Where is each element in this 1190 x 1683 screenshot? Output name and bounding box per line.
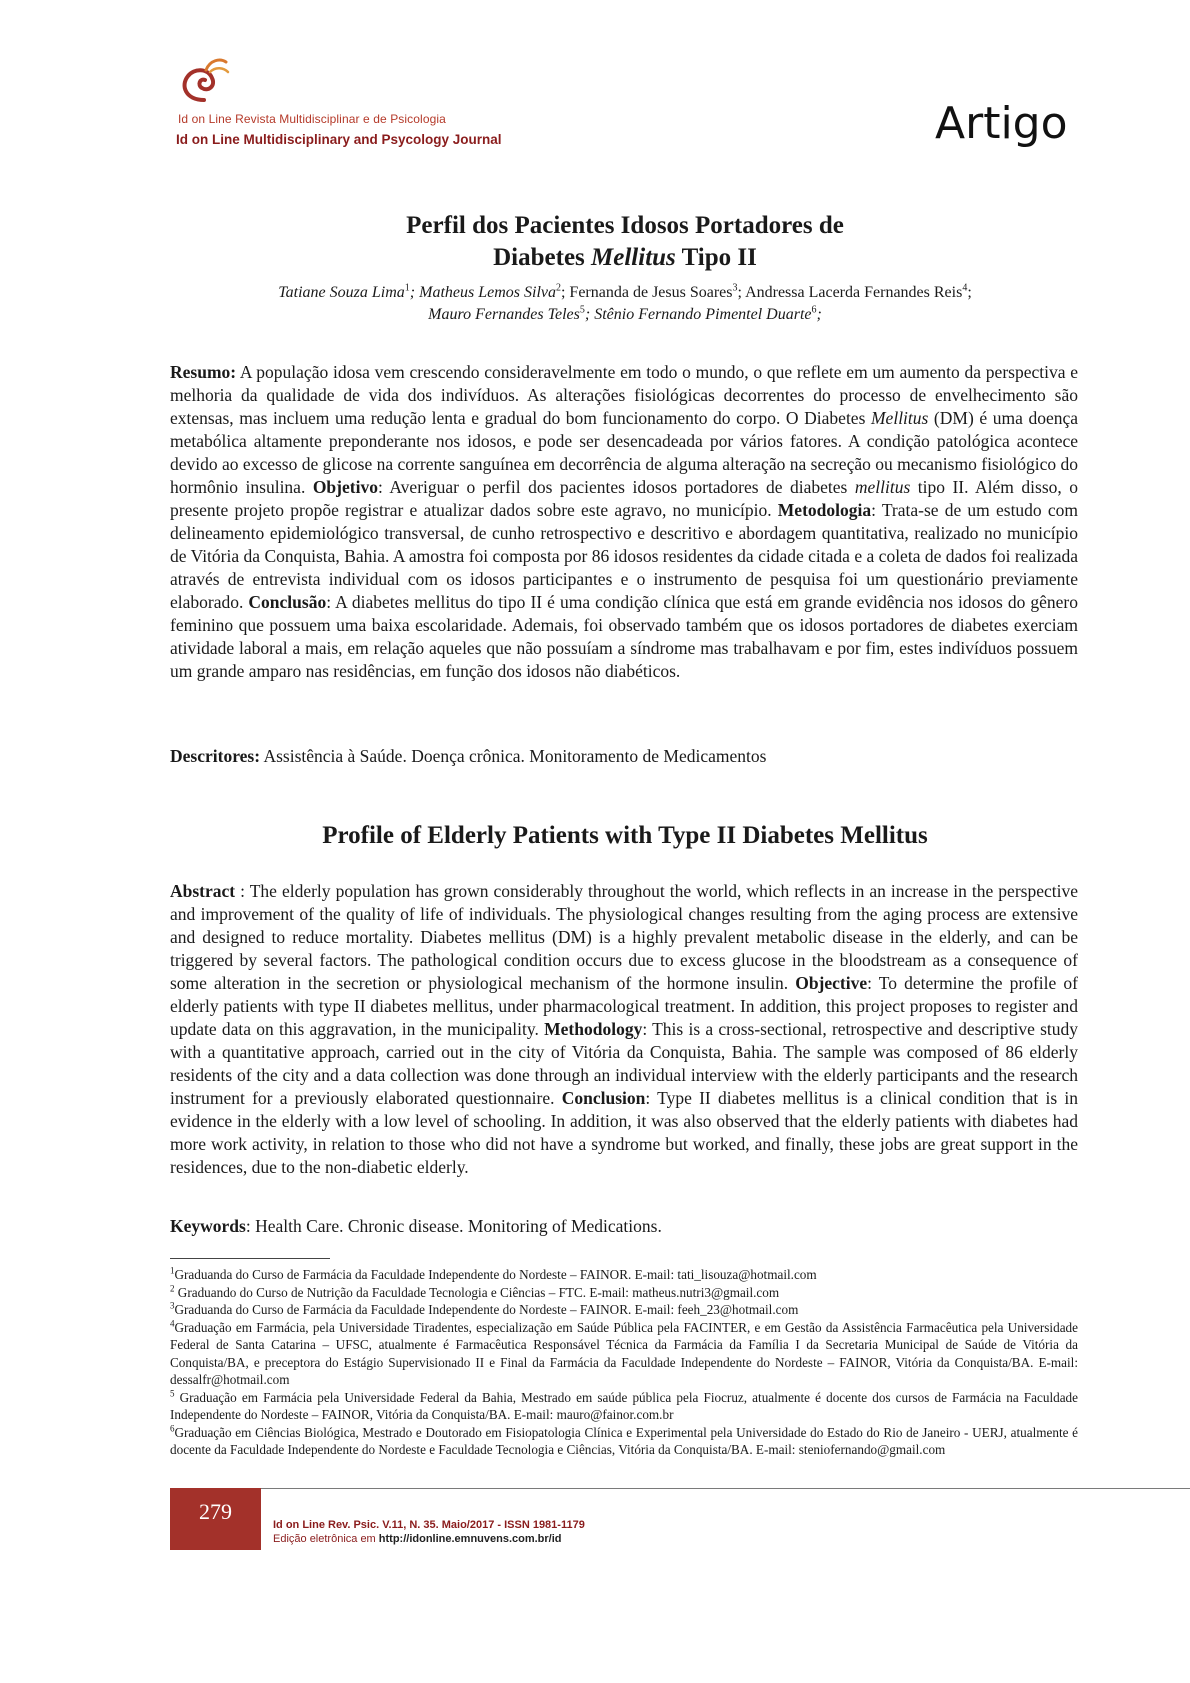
title-pt: Perfil dos Pacientes Idosos Portadores de Diabetes Mellitus Tipo II — [406, 212, 844, 271]
footnote: $^3$Graduanda do Curso de Farmácia da Faculdade Independente do Nordeste – FAINOR. E-mail: feeh_23@hotmail.com — [170, 1300, 799, 1317]
objective-label: Objective — [795, 973, 868, 993]
author-name: ; Stênio Fernando Pimentel Duarte — [584, 306, 812, 323]
footer-divider — [170, 1488, 1190, 1489]
journal-name-en: Id on Line Multidisciplinary and Psycology Journal — [176, 132, 502, 147]
resumo-paragraph: Resumo: A população idosa vem crescendo consideravelmente em todo o mundo, o que reflete em um aumento da perspectiva e melhoria da qualidade de vida dos indivíduos. As alterações fisiológicas decorrentes do processo de envelhecimento são extensas, mas incluem uma redução lenta e gradual do bom funcionamento do corpo. O Diabetes Mellitus (DM) é uma doença metabólica altamente preponderante nos idosos, e pode ser desencadeada por vários fatores. A condição patológica acontece devido ao excesso de glicose na corrente sanguínea em decorrência de alguma alteração na secreção ou mecanismo fisiológico do hormônio insulina. Objetivo: Averiguar o perfil dos pacientes idosos portadores de diabetes mellitus tipo II. Além disso, o presente projeto propõe registrar e atualizar dados sobre este agravo, no município. Metodologia: Trata-se de um estudo com delineamento epidemiológico transversal, de cunho retrospectivo e descritivo e abordagem quantitativa, realizado no município de Vitória da Conquista, Bahia. A amostra foi composta por 86 idosos residentes da cidade citada e a coleta de dados foi realizada através de entrevista individual com os idosos participantes e o instrumento de pesquisa foi um questionário previamente elaborado. Conclusão: A diabetes mellitus do tipo II é uma condição clínica que está em grande evidência nos idosos do gênero feminino que possuem uma baixa escolaridade. Ademais, foi observado também que os idosos portadores de diabetes exerciam atividade laboral a mais, em relação aqueles que não possuíam a síndrome mas trabalhavam e por fim, estes indivíduos possuem um grande amparo nas residências, em função dos idosos não diabéticos. — [170, 362, 1079, 681]
article-type: Artigo — [935, 98, 1068, 149]
abstract-label: Abstract — [170, 881, 236, 901]
descritores-line: Descritores: Assistência à Saúde. Doença crônica. Monitoramento de Medicamentos — [170, 746, 767, 766]
conclusao-label: Conclusão — [248, 592, 327, 612]
resumo-label: Resumo: — [170, 362, 237, 382]
journal-name-pt: Id on Line Revista Multidisciplinar e de Psicologia — [178, 112, 446, 126]
author-name: ; Andressa Lacerda Fernandes Reis — [737, 284, 963, 301]
journal-link[interactable]: http://idonline.emnuvens.com.br/id — [378, 1533, 562, 1545]
methodology-label: Methodology — [544, 1019, 643, 1039]
footnote: $^2$ Graduando do Curso de Nutrição da Faculdade Tecnologia e Ciências – FTC. E-mail: matheus.nutri3@gmail.com — [170, 1283, 780, 1300]
footer-edition: Edição eletrônica em http://idonline.emnuvens.com.br/id — [273, 1533, 562, 1545]
author-name: ; Matheus Lemos Silva — [409, 284, 556, 301]
title-en: Profile of Elderly Patients with Type II Diabetes Mellitus — [322, 822, 928, 849]
abstract-paragraph: Abstract : The elderly population has grown considerably throughout the world, which reflects in an increase in the perspective and improvement of the quality of life of individuals. The physiological changes resulting from the aging process are extensive and designed to reduce mortality. Diabetes mellitus (DM) is a highly prevalent metabolic disease in the elderly, and can be triggered by several factors. The pathological condition occurs due to excess glucose in the bloodstream as a consequence of some alteration in the secretion or physiological mechanism of the hormone insulin. Objective: To determine the profile of elderly patients with type II diabetes mellitus, under pharmacological treatment. In addition, this project proposes to register and update data on this aggravation, in the municipality. Methodology: This is a cross-sectional, retrospective and descriptive study with a quantitative approach, carried out in the city of Vitória da Conquista, Bahia. The sample was composed of 86 elderly residents of the city and a data collection was done through an individual interview with the elderly participants and the research instrument for a previously elaborated questionnaire. Conclusion: Type II diabetes mellitus is a clinical condition that is in evidence in the elderly with a low level of schooling. In addition, it was also observed that the elderly patients with diabetes had more work activity, in relation to those who did not have a syndrome but worked, and finally, these jobs are great support in the residences, due to the non-diabetic elderly. — [170, 881, 1078, 1177]
objetivo-label: Objetivo — [312, 477, 378, 497]
author-name: Tatiane Souza Lima — [278, 284, 405, 301]
footnote: $^1$Graduanda do Curso de Farmácia da Faculdade Independente do Nordeste – FAINOR. E-mail: tati_lisouza@hotmail.com — [170, 1265, 817, 1282]
author-list: Tatiane Souza Lima$^1$; Matheus Lemos Silva$^2$; Fernanda de Jesus Soares$^3$; Andressa Lacerda Fernandes Reis$^4$; Mauro Fernandes Teles$^5$; Stênio Fernando Pimentel Duarte$^6$; — [278, 282, 972, 323]
conclusion-label: Conclusion — [561, 1088, 646, 1108]
footnote: $^5$ Graduação em Farmácia pela Universidade Federal da Bahia, Mestrado em saúde pública pela Fiocruz, atualmente é docente dos cursos de Farmácia na Faculdade Independente do Nordeste – FAINOR, Vitória da Conquista/BA. E-mail: mauro@fainor.com.br — [170, 1388, 1078, 1422]
footnote: $^6$Graduação em Ciências Biológica, Mestrado e Doutorado em Fisiopatologia Clínica e Experimental pela Universidade do Estado do Rio de Janeiro - UERJ, atualmente é docente da Faculdade Independente do Nordeste e Faculdade Tecnologia e Ciências, Vitória da Conquista/BA. E-mail: steniofernando@gmail.com — [170, 1423, 1078, 1457]
footnote: $^4$Graduação em Farmácia, pela Universidade Tiradentes, especialização em Saúde Pública pela FACINTER, e em Gestão da Assistência Farmacêutica pela Universidade Federal de Santa Catarina – UFSC, atualmente é Farmacêutica Responsável Técnica da Farmácia da Família I da Secretaria Municipal de Saúde de Vitória da Conquista/BA, e preceptora do Estágio Supervisionado II e Final da Farmácia da Faculdade Independente do Nordeste – FAINOR, Vitória da Conquista/BA. E-mail: dessalfr@hotmail.com — [170, 1318, 1078, 1387]
metodologia-label: Metodologia — [777, 500, 872, 520]
spiral-logo-icon — [176, 56, 232, 104]
page-number: 279 — [170, 1488, 261, 1550]
footer-citation: Id on Line Rev. Psic. V.11, N. 35. Maio/2017 - ISSN 1981-1179 — [273, 1519, 585, 1531]
keywords-line: Keywords: Health Care. Chronic disease. Monitoring of Medications. — [170, 1216, 662, 1236]
footnotes — [170, 1266, 1078, 1459]
footnote-divider — [170, 1258, 330, 1259]
author-name: ; Fernanda de Jesus Soares — [560, 284, 733, 301]
author-name: Mauro Fernandes Teles — [428, 306, 580, 323]
